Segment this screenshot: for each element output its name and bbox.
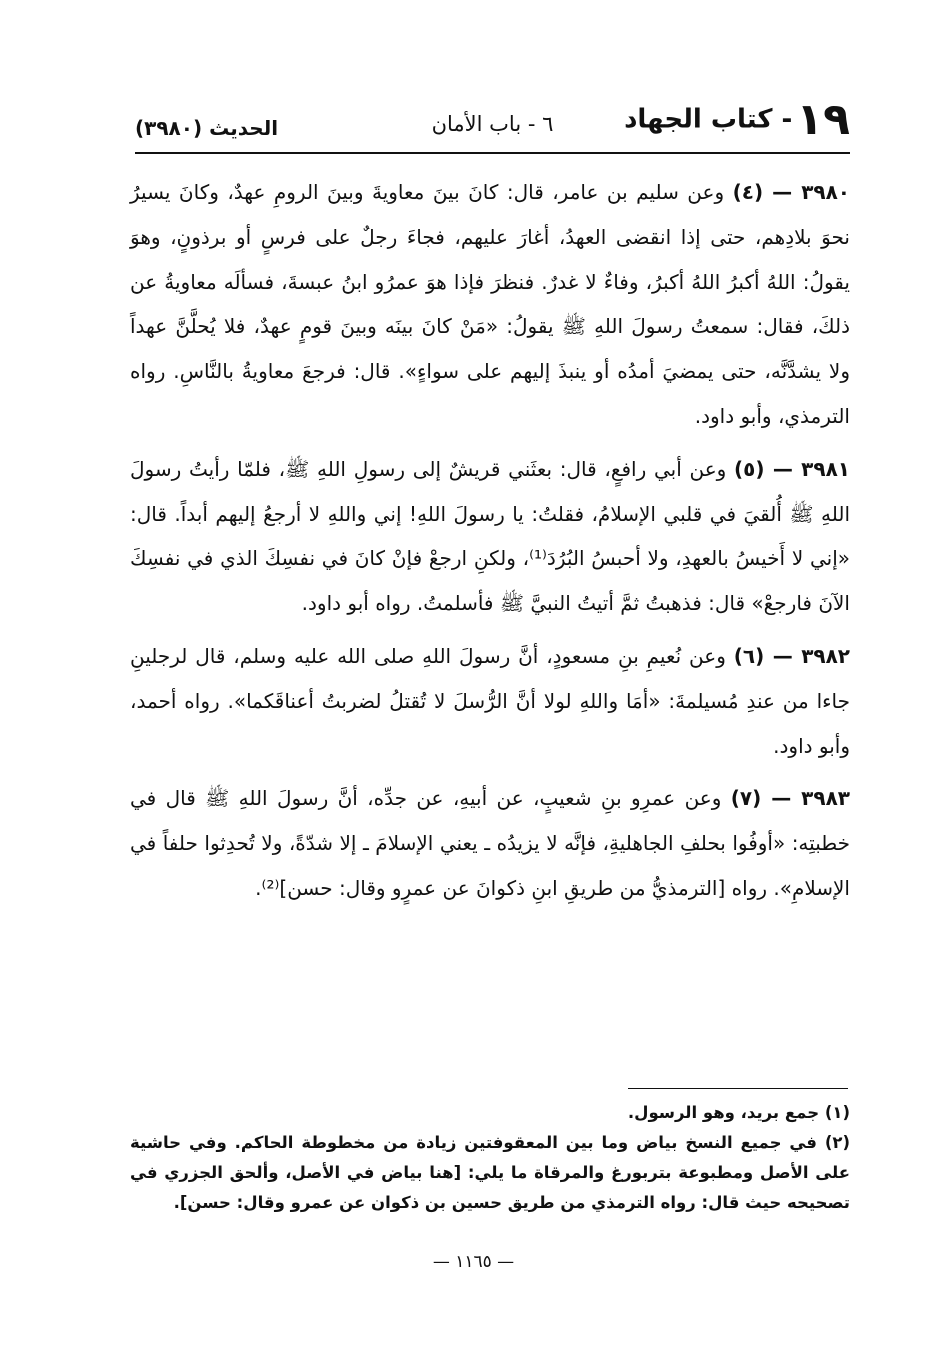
hadith-3980 <box>130 170 850 439</box>
section-number: ١٩ <box>796 94 850 145</box>
footnote-divider <box>628 1088 848 1089</box>
main-text <box>130 170 850 919</box>
page-number: — ١١٦٥ — <box>432 1252 515 1272</box>
footnotes <box>130 1098 850 1218</box>
hadith-text: وعن سليم بن عامر، قال: كانَ بينَ معاويةَ وبينَ الرومِ عهدٌ، وكانَ يسيرُ نحوَ بلادِهم، حتى إذا انقضى العهدُ، أغارَ عليهم، فجاءَ رجلٌ على فرسٍ أو برذونٍ، وهوَ يقولُ: اللهُ أكبرُ اللهُ أكبرُ، وفاءٌ لا غدرٌ. فنظرَ فإذا هوَ عمرُو ابنُ عبسةَ، فسألَه معاويةُ عن ذلكَ، فقال: سمعتُ رسولَ اللهِ ﷺ يقولُ: «مَنْ كانَ بينَه وبينَ قومٍ عهدٌ، فلا يُحلَّنَّ عهداً ولا يشدَّنَّه، حتى يمضيَ أمدُه أو ينبذَ إليهم على سواءٍ». قال: فرجعَ معاويةُ بالنَّاسِ. رواه الترمذي، وأبو داود. <box>130 180 850 428</box>
book-title-text: - كتاب الجهاد <box>624 104 793 135</box>
header-divider <box>135 152 850 154</box>
hadith-number: ٣٩٨٢ — (٦) <box>733 643 851 668</box>
hadith-3982 <box>130 634 850 768</box>
hadith-3981 <box>130 447 850 626</box>
running-head <box>135 92 850 152</box>
hadith-3983 <box>130 776 850 910</box>
chapter-title: ٦ - باب الأمان <box>431 112 554 136</box>
hadith-number: ٣٩٨٣ — (٧) <box>730 786 850 811</box>
hadith-range: الحديث (٣٩٨٠) <box>135 116 279 140</box>
hadith-number: ٣٩٨١ — (٥) <box>734 456 850 481</box>
footnote-1: (١) جمع بريد، وهو الرسول. <box>627 1103 850 1122</box>
hadith-text: وعن عمرِو بنِ شعيبٍ، عن أبيهِ، عن جدِّه، أنَّ رسولَ اللهِ ﷺ قال في خطبتِه: «أوفُوا بحلفِ الجاهليةِ، فإنَّه لا يزيدُه ـ يعني الإسلامَ ـ إلا شدّةً، ولا تُحدِثوا حلفاً في الإسلامِ». رواه [الترمذيُّ من طريقِ ابنِ ذكوانَ عن عمرٍو وقال: حسن]⁽²⁾. <box>130 786 850 900</box>
footnote-2: (٢) في جميع النسخ بياض وما بين المعقوفتين زيادة من مخطوطة الحاكم. وفي حاشية على الأصل ومطبوعة بتربورغ والمرقاة ما يلي: [هنا بياض في الأصل، وألحق الجزري في تصحيحه حيث قال: رواه الترمذي من طريق حسين بن ذكوان عن عمرو وقال: حسن]. <box>130 1133 850 1212</box>
hadith-number: ٣٩٨٠ — (٤) <box>732 180 851 204</box>
hadith-text: وعن أبي رافعٍ، قال: بعثَني قريشٌ إلى رسولِ اللهِ ﷺ، فلمّا رأيتُ رسولَ اللهِ ﷺ أُلقيَ في قلبي الإسلامُ، فقلتُ: يا رسولَ اللهِ! إني واللهِ لا أرجعُ إليهم أبداً. قال: «إني لا أَخيسُ بالعهدِ، ولا أحبسُ البُرُدَ⁽¹⁾، ولكنِ ارجعْ فإنْ كانَ في نفسِكَ الذي في نفسِكَ الآنَ فارجعْ» قال: فذهبتُ ثمَّ أتيتُ النبيَّ ﷺ فأسلمتُ. رواه أبو داود. <box>130 456 850 616</box>
hadith-text: وعن نُعيمِ بنِ مسعودٍ، أنَّ رسولَ اللهِ صلى الله عليه وسلم، قال لرجلينِ جاءا من عندِ مُسيلمةَ: «أمَا واللهِ لولا أنَّ الرُّسلَ لا تُقتلُ لضربتُ أعناقَكما». رواه أحمد، وأبو داود. <box>130 643 850 758</box>
